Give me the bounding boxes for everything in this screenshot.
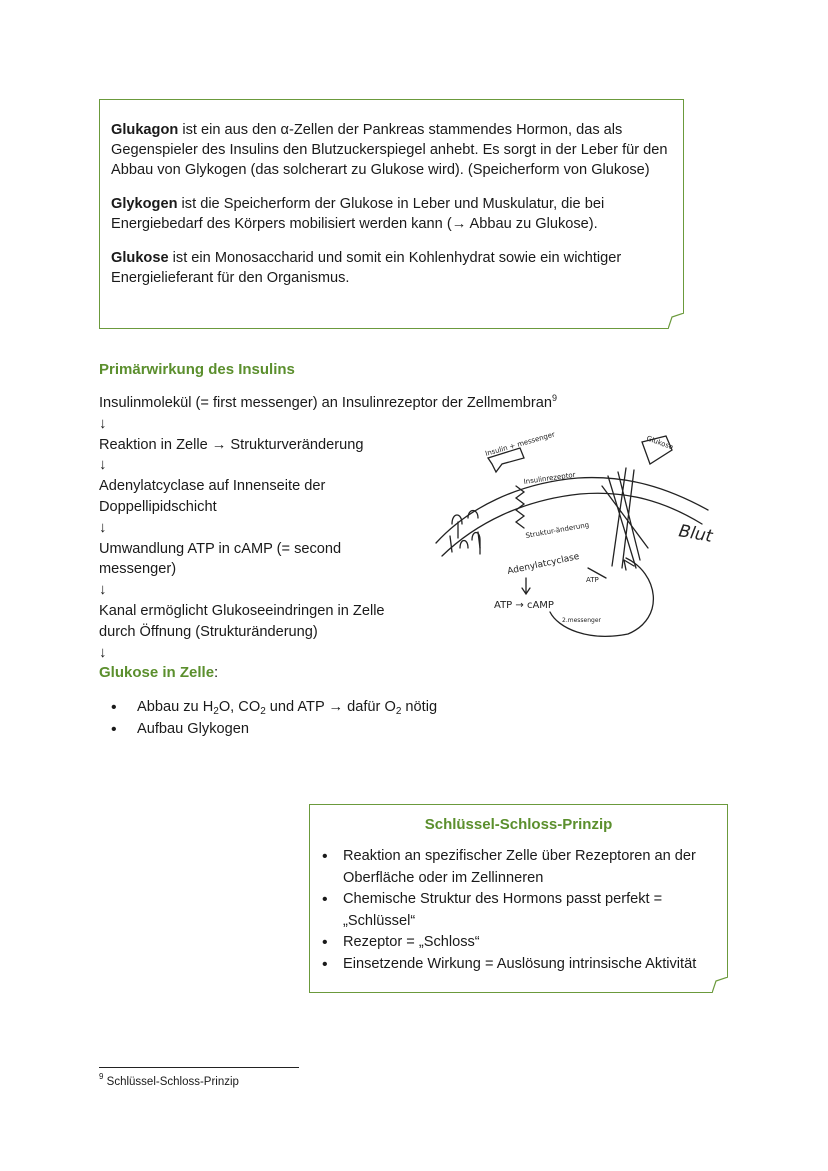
sketch-label-atp-camp: ATP → cAMP: [494, 600, 554, 611]
definition-glykogen: Glykogen ist die Speicherform der Glukose in Leber und Muskulatur, die bei Energiebedarf des Körpers mobilisiert werden kann (→ Abbau zu Glukose).: [111, 196, 605, 232]
flow-step-4b: messenger): [99, 561, 177, 578]
sketch-label-blut: Blut: [677, 521, 714, 547]
lock-key-title: Schlüssel-Schloss-Prinzip: [424, 816, 613, 833]
page-curl-icon: [712, 977, 728, 993]
footnote-text: Schlüssel-Schloss-Prinzip: [106, 1076, 239, 1088]
footnote: [99, 1072, 239, 1088]
sketch-label-struktur: Struktur-änderung: [524, 520, 590, 540]
flow-step-2: Reaktion in Zelle → Strukturveränderung: [99, 436, 364, 453]
list-item: • Reaktion an spezifischer Zelle über Rezeptoren an der Oberfläche oder im Zellinneren: [310, 846, 721, 889]
definition-glukagon: Glukagon ist ein aus den α-Zellen der Pankreas stammendes Hormon, das als Gegenspieler des Insulins den Blutzuckerspiegel anhebt. Es sorgt in der Leber für den Abbau von Glykogen (das solcherart zu Glukose wird). (Speicherform von Glukose): [111, 122, 668, 178]
result-title: Glukose in Zelle: [99, 664, 215, 682]
result-list: [99, 697, 559, 740]
lock-key-list: [310, 846, 721, 975]
list-item: • Einsetzende Wirkung = Auslösung intrinsische Aktivität: [310, 954, 721, 976]
sketch-label-rezeptor: Insulinrezeptor: [523, 470, 577, 486]
down-arrow-icon: ↓: [99, 581, 107, 599]
flow-result: Glukose in Zelle:: [99, 664, 219, 682]
sketch-label-insulin: Insulin + messenger: [484, 430, 556, 458]
page-curl-icon: [668, 313, 684, 329]
sketch-label-glukose: Glukose: [645, 434, 675, 452]
flow-step-5a: Kanal ermöglicht Glukoseeindringen in Zelle: [99, 602, 385, 619]
list-item: • Aufbau Glykogen: [99, 719, 559, 741]
sketch-label-atp: ATP: [586, 576, 599, 584]
flow-step-3a: Adenylatcyclase auf Innenseite der: [99, 478, 326, 495]
list-item: • Chemische Struktur des Hormons passt perfekt = „Schlüssel“: [310, 889, 721, 932]
down-arrow-icon: ↓: [99, 643, 107, 661]
flow-step-5b: durch Öffnung (Strukturänderung): [99, 623, 318, 640]
term-glykogen: Glykogen: [111, 196, 178, 212]
flow-step-1: Insulinmolekül (= first messenger) an Insulinrezeptor der Zellmembran$^9$: [99, 393, 558, 411]
list-item: • Abbau zu $H_2O$, $CO_2$ und ATP → dafür $O_2$ nötig: [99, 697, 559, 719]
down-arrow-icon: ↓: [99, 414, 107, 432]
section-title: Primärwirkung des Insulins: [99, 361, 295, 378]
definition-glukose: Glukose ist ein Monosaccharid und somit ein Kohlenhydrat sowie ein wichtiger Energielieferant für den Organismus.: [111, 250, 622, 286]
term-glukagon: Glukagon: [111, 122, 179, 138]
lock-key-box: [309, 804, 728, 993]
footnote-ref: 9: [552, 393, 558, 403]
down-arrow-icon: ↓: [99, 518, 107, 536]
sketch-label-adenylatcyclase: Adenylatcyclase: [506, 551, 581, 577]
definitions-box: [99, 99, 684, 329]
cell-membrane-sketch: [428, 428, 728, 653]
sketch-label-2messenger: 2.messenger: [562, 617, 601, 624]
flow-step-4a: Umwandlung ATP in cAMP (= second: [99, 540, 342, 557]
footnote-number: 9: [99, 1072, 104, 1081]
list-item: • Rezeptor = „Schloss“: [310, 932, 721, 954]
down-arrow-icon: ↓: [99, 456, 107, 474]
flow-step-3b: Doppellipidschicht: [99, 498, 217, 515]
term-glukose: Glukose: [111, 250, 169, 266]
footnote-divider: [99, 1067, 299, 1068]
